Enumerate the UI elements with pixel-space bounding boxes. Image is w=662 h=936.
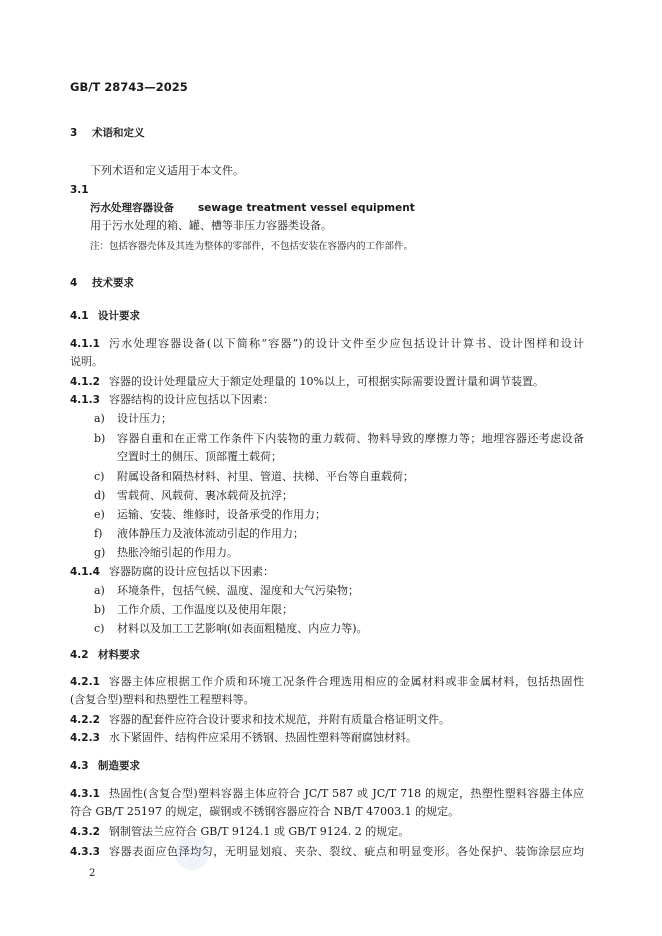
list-item-label: d) bbox=[94, 489, 106, 502]
clause-4-1-1-number: 4.1.1 bbox=[70, 338, 100, 350]
term-3-1-number: 3.1 bbox=[70, 184, 89, 196]
list-item-text: 材料以及加工工艺影响(如表面粗糙度、内应力等)。 bbox=[117, 622, 368, 635]
clause-4-3-number: 4.3 bbox=[70, 760, 89, 772]
clause-4-2-1-text-line-2: (含复合型)塑料和热塑性工程塑料等。 bbox=[70, 693, 255, 706]
standard-code: GB/T 28743—2025 bbox=[70, 80, 188, 94]
section-4-number: 4 bbox=[70, 277, 78, 289]
term-3-1-chinese: 污水处理容器设备 bbox=[90, 202, 174, 214]
clause-4-1-2-number: 4.1.2 bbox=[70, 376, 100, 388]
section-3-intro: 下列术语和定义适用于本文件。 bbox=[90, 164, 244, 177]
list-item-label: a) bbox=[94, 584, 105, 597]
clause-4-1-1-text-line-1: 污水处理容器设备(以下简称“容器”)的设计文件至少应包括设计计算书、设计图样和设计 bbox=[109, 337, 584, 350]
term-3-1-english: sewage treatment vessel equipment bbox=[198, 202, 415, 214]
list-item-text: 容器自重和在正常工作条件下内装物的重力载荷、物料导致的摩擦力等；地埋容器还考虑设备 bbox=[117, 432, 584, 445]
list-item-text: 环境条件，包括气候、温度、湿度和大气污染物； bbox=[117, 584, 359, 597]
list-item-label: a) bbox=[94, 412, 105, 425]
list-item-label: b) bbox=[94, 603, 106, 616]
list-item-text: 工作介质、工作温度以及使用年限； bbox=[117, 603, 293, 616]
clause-4-2-3-number: 4.2.3 bbox=[70, 732, 100, 744]
clause-4-3-3-number: 4.3.3 bbox=[70, 846, 100, 858]
clause-4-2-number: 4.2 bbox=[70, 649, 89, 661]
clause-4-1-1-text-line-2: 说明。 bbox=[70, 355, 103, 368]
clause-4-2-1-text-line-1: 容器主体应根据工作介质和环境工况条件合理选用相应的金属材料或非金属材料，包括热固性 bbox=[109, 675, 584, 688]
list-item-text: 液体静压力及液体流动引起的作用力； bbox=[117, 527, 304, 540]
clause-4-2-title: 材料要求 bbox=[98, 649, 140, 661]
section-3-title: 术语和定义 bbox=[92, 127, 145, 139]
term-3-1-definition: 用于污水处理的箱、罐、槽等非压力容器类设备。 bbox=[90, 219, 332, 232]
clause-4-1-title: 设计要求 bbox=[98, 310, 140, 322]
list-item-label: f) bbox=[94, 527, 103, 540]
clause-4-3-2-text: 钢制管法兰应符合 GB/T 9124.1 或 GB/T 9124. 2 的规定。 bbox=[109, 825, 410, 838]
list-item-label: b) bbox=[94, 432, 106, 445]
clause-4-3-title: 制造要求 bbox=[98, 760, 140, 772]
list-item-label: c) bbox=[94, 470, 105, 483]
clause-4-2-1-number: 4.2.1 bbox=[70, 676, 100, 688]
clause-4-1-4-text: 容器防腐的设计应包括以下因素： bbox=[109, 565, 274, 578]
clause-4-2-2-text: 容器的配套件应符合设计要求和技术规范，并附有质量合格证明文件。 bbox=[109, 713, 450, 726]
clause-4-3-1-text-line-2: 符合 GB/T 25197 的规定，碳钢或不锈钢容器应符合 NB/T 47003.1 的规定。 bbox=[70, 805, 460, 818]
clause-4-1-number: 4.1 bbox=[70, 310, 89, 322]
list-item-text: 运输、安装、维修时，设备承受的作用力； bbox=[117, 508, 326, 521]
clause-4-1-3-text: 容器结构的设计应包括以下因素： bbox=[109, 393, 274, 406]
list-item-text: 热胀冷缩引起的作用力。 bbox=[117, 546, 238, 559]
page-number: 2 bbox=[89, 868, 96, 879]
clause-4-1-3-number: 4.1.3 bbox=[70, 394, 100, 406]
list-item-continuation: 空置时土的侧压、顶部覆土载荷； bbox=[117, 450, 282, 463]
list-item-text: 雪载荷、风载荷、裹冰载荷及抗浮； bbox=[117, 489, 293, 502]
clause-4-1-2-text: 容器的设计处理量应大于额定处理量的 10%以上，可根据实际需要设置计量和调节装置。 bbox=[109, 375, 544, 388]
list-item-label: e) bbox=[94, 508, 105, 521]
clause-4-1-4-number: 4.1.4 bbox=[70, 566, 100, 578]
clause-4-3-1-text-line-1: 热固性(含复合型)塑料容器主体应符合 JC/T 587 或 JC/T 718 的规定，热塑性塑料容器主体应 bbox=[109, 787, 584, 800]
clause-4-2-2-number: 4.2.2 bbox=[70, 714, 100, 726]
list-item-text: 附属设备和隔热材料、衬里、管道、扶梯、平台等自重载荷； bbox=[117, 470, 414, 483]
clause-4-3-2-number: 4.3.2 bbox=[70, 826, 100, 838]
section-4-title: 技术要求 bbox=[92, 277, 134, 289]
section-3-number: 3 bbox=[70, 127, 78, 139]
list-item-label: g) bbox=[94, 546, 106, 559]
list-item-label: c) bbox=[94, 622, 105, 635]
list-item-text: 设计压力； bbox=[117, 412, 172, 425]
clause-4-3-1-number: 4.3.1 bbox=[70, 788, 100, 800]
term-3-1-note: 注：包括容器壳体及其连为整体的零部件，不包括安装在容器内的工作部件。 bbox=[90, 241, 414, 252]
clause-4-2-3-text: 水下紧固件、结构件应采用不锈钢、热固性塑料等耐腐蚀材料。 bbox=[109, 731, 417, 744]
clause-4-3-3-text: 容器表面应色泽均匀，无明显划痕、夹杂、裂纹、疵点和明显变形。各处保护、装饰涂层应均 bbox=[109, 845, 584, 858]
